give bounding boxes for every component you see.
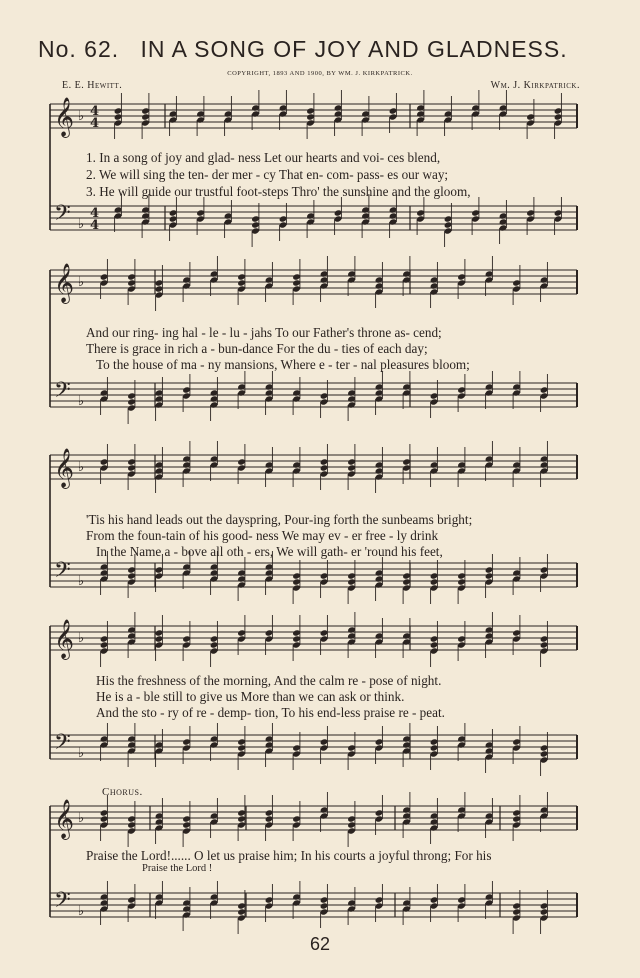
lyric-line: And our ring- ing hal - le - lu - jahs To our Father's throne as- cend;: [86, 325, 442, 340]
treble-clef: 𝄞: [54, 619, 75, 659]
treble-clef: 𝄞: [54, 263, 75, 303]
time-signature-top: 4: [90, 104, 100, 119]
copyright-notice: COPYRIGHT, 1893 AND 1900, BY WM. J. KIRKPATRICK.: [227, 70, 413, 77]
echo-lyric: Praise the Lord !: [142, 863, 213, 874]
lyric-line: And the sto - ry of re - demp- tion, To his end-less praise re - peat.: [96, 705, 445, 720]
key-signature-flat: ♭: [78, 811, 85, 826]
key-signature-flat: ♭: [78, 394, 85, 409]
treble-clef: 𝄞: [54, 799, 75, 839]
lyric-line: 3. He will guide our trustful foot-steps Thro' the sunshine and the gloom,: [86, 184, 471, 199]
key-signature-flat: ♭: [78, 460, 85, 475]
lyric-line: To the house of ma - ny mansions, Where e - ter - nal pleasures bloom;: [96, 357, 470, 372]
lyric-line: Praise the Lord!...... O let us praise him; In his courts a joyful throng; For his: [86, 848, 492, 863]
key-signature-flat: ♭: [78, 574, 85, 589]
time-signature-bottom: 4: [90, 218, 100, 233]
bass-clef: 𝄢: [54, 378, 71, 408]
lyric-line: In the Name a - bove all oth - ers, We will gath- er 'round his feet,: [96, 544, 443, 559]
treble-clef: 𝄞: [54, 97, 75, 137]
hymn-title: IN A SONG OF JOY AND GLADNESS.: [140, 36, 568, 62]
lyric-line: 'Tis his hand leads out the dayspring, Pour-ing forth the sunbeams bright;: [86, 512, 473, 527]
lyric-line: He is a - ble still to give us More than we can ask or think.: [96, 689, 405, 704]
bass-clef: 𝄢: [54, 558, 71, 588]
key-signature-flat: ♭: [78, 746, 85, 761]
hymn-number: No. 62.: [38, 36, 120, 62]
key-signature-flat: ♭: [78, 904, 85, 919]
key-signature-flat: ♭: [78, 631, 85, 646]
lyric-line: 2. We will sing the ten- der mer - cy That en- com- pass- es our way;: [86, 167, 449, 182]
lyricist-credit: E. E. Hewitt.: [62, 80, 123, 91]
lyric-line: There is grace in rich a - bun-dance For the du - ties of each day;: [86, 341, 428, 356]
bass-clef: 𝄢: [54, 888, 71, 918]
page-number: 62: [309, 934, 331, 954]
time-signature-top: 4: [90, 206, 100, 221]
bass-clef: 𝄢: [54, 201, 71, 231]
lyric-line: 1. In a song of joy and glad- ness Let our hearts and voi- ces blend,: [86, 150, 441, 165]
key-signature-flat: ♭: [78, 275, 85, 290]
key-signature-flat: ♭: [78, 217, 85, 232]
chorus-label: Chorus.: [102, 786, 143, 798]
composer-credit: Wm. J. Kirkpatrick.: [490, 80, 580, 91]
time-signature-bottom: 4: [90, 116, 100, 131]
key-signature-flat: ♭: [78, 109, 85, 124]
treble-clef: 𝄞: [54, 448, 75, 488]
lyric-line: From the foun-tain of his good- ness We may ev - er free - ly drink: [86, 528, 439, 543]
bass-clef: 𝄢: [54, 730, 71, 760]
lyric-line: His the freshness of the morning, And the calm re - pose of night.: [96, 673, 442, 688]
